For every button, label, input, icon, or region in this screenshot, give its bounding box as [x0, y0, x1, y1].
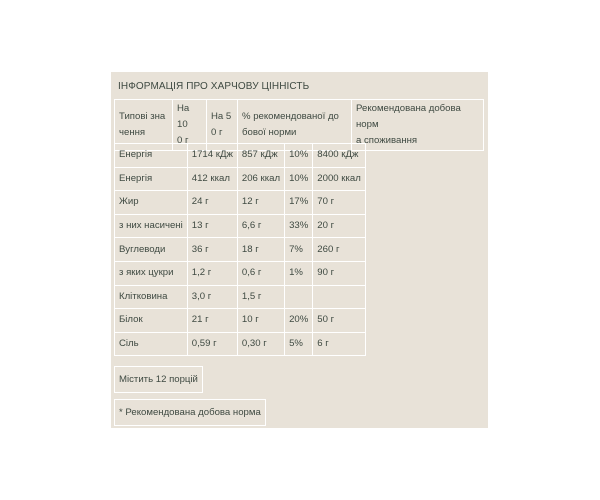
- table-row: [115, 191, 366, 215]
- value-per-50g: 6,6 г: [237, 214, 284, 238]
- value-per-100g: 13 г: [187, 214, 237, 238]
- header-percent-rda-line1: % рекомендованої до: [242, 111, 339, 122]
- rda-value: [313, 285, 366, 309]
- header-per-100g-line2: 0 г: [177, 135, 189, 146]
- servings-text: Містить 12 порцій: [115, 367, 203, 393]
- rda-value: 50 г: [313, 309, 366, 333]
- rda-value: 8400 кДж: [313, 144, 366, 168]
- value-per-50g: 0,6 г: [237, 261, 284, 285]
- header-rda-intake: [352, 100, 484, 151]
- header-rda-intake-line1: Рекомендована добова норм: [356, 103, 461, 130]
- value-per-50g: 12 г: [237, 191, 284, 215]
- header-per-50g-line2: 0 г: [211, 127, 223, 138]
- footnote-row: [115, 400, 266, 426]
- percent-rda: 1%: [285, 261, 313, 285]
- header-typical-values-line1: Типові зна: [119, 111, 166, 122]
- rda-value: 70 г: [313, 191, 366, 215]
- value-per-100g: 0,59 г: [187, 332, 237, 356]
- value-per-100g: 1714 кДж: [187, 144, 237, 168]
- percent-rda: 7%: [285, 238, 313, 262]
- value-per-100g: 1,2 г: [187, 261, 237, 285]
- percent-rda: 10%: [285, 144, 313, 168]
- table-row: [115, 214, 366, 238]
- table-row: [115, 167, 366, 191]
- value-per-100g: 21 г: [187, 309, 237, 333]
- nutrient-name: з яких цукри: [115, 261, 188, 285]
- percent-rda: 20%: [285, 309, 313, 333]
- footnote-text: * Рекомендована добова норма: [115, 400, 266, 426]
- servings-table: [114, 366, 203, 393]
- panel-title: ІНФОРМАЦІЯ ПРО ХАРЧОВУ ЦІННІСТЬ: [118, 81, 310, 92]
- value-per-100g: 3,0 г: [187, 285, 237, 309]
- rda-value: 90 г: [313, 261, 366, 285]
- table-row: [115, 309, 366, 333]
- nutrient-name: Енергія: [115, 144, 188, 168]
- rda-value: 260 г: [313, 238, 366, 262]
- value-per-100g: 24 г: [187, 191, 237, 215]
- table-row: [115, 261, 366, 285]
- percent-rda: [285, 285, 313, 309]
- percent-rda: 17%: [285, 191, 313, 215]
- percent-rda: 5%: [285, 332, 313, 356]
- value-per-100g: 412 ккал: [187, 167, 237, 191]
- header-per-50g-line1: На 5: [211, 111, 232, 122]
- nutrition-table: [114, 143, 366, 356]
- servings-row: [115, 367, 203, 393]
- header-typical-values-line2: чення: [119, 127, 146, 138]
- rda-value: 20 г: [313, 214, 366, 238]
- nutrient-name: Вуглеводи: [115, 238, 188, 262]
- header-rda-intake-line2: а споживання: [356, 135, 418, 146]
- nutrient-name: з них насичені: [115, 214, 188, 238]
- value-per-50g: 206 ккал: [237, 167, 284, 191]
- table-row: [115, 144, 366, 168]
- nutrition-info-panel: [111, 72, 488, 428]
- nutrient-name: Білок: [115, 309, 188, 333]
- nutrient-name: Сіль: [115, 332, 188, 356]
- percent-rda: 33%: [285, 214, 313, 238]
- percent-rda: 10%: [285, 167, 313, 191]
- value-per-100g: 36 г: [187, 238, 237, 262]
- nutrition-table-body: [115, 144, 366, 356]
- value-per-50g: 1,5 г: [237, 285, 284, 309]
- value-per-50g: 10 г: [237, 309, 284, 333]
- nutrient-name: Клітковина: [115, 285, 188, 309]
- rda-value: 2000 ккал: [313, 167, 366, 191]
- table-row: [115, 238, 366, 262]
- rda-value: 6 г: [313, 332, 366, 356]
- footnote-table: [114, 399, 266, 426]
- header-percent-rda-line2: бової норми: [242, 127, 297, 138]
- header-per-100g-line1: На 10: [177, 103, 190, 130]
- nutrient-name: Жир: [115, 191, 188, 215]
- table-row: [115, 332, 366, 356]
- value-per-50g: 18 г: [237, 238, 284, 262]
- value-per-50g: 857 кДж: [237, 144, 284, 168]
- nutrient-name: Енергія: [115, 167, 188, 191]
- table-row: [115, 285, 366, 309]
- value-per-50g: 0,30 г: [237, 332, 284, 356]
